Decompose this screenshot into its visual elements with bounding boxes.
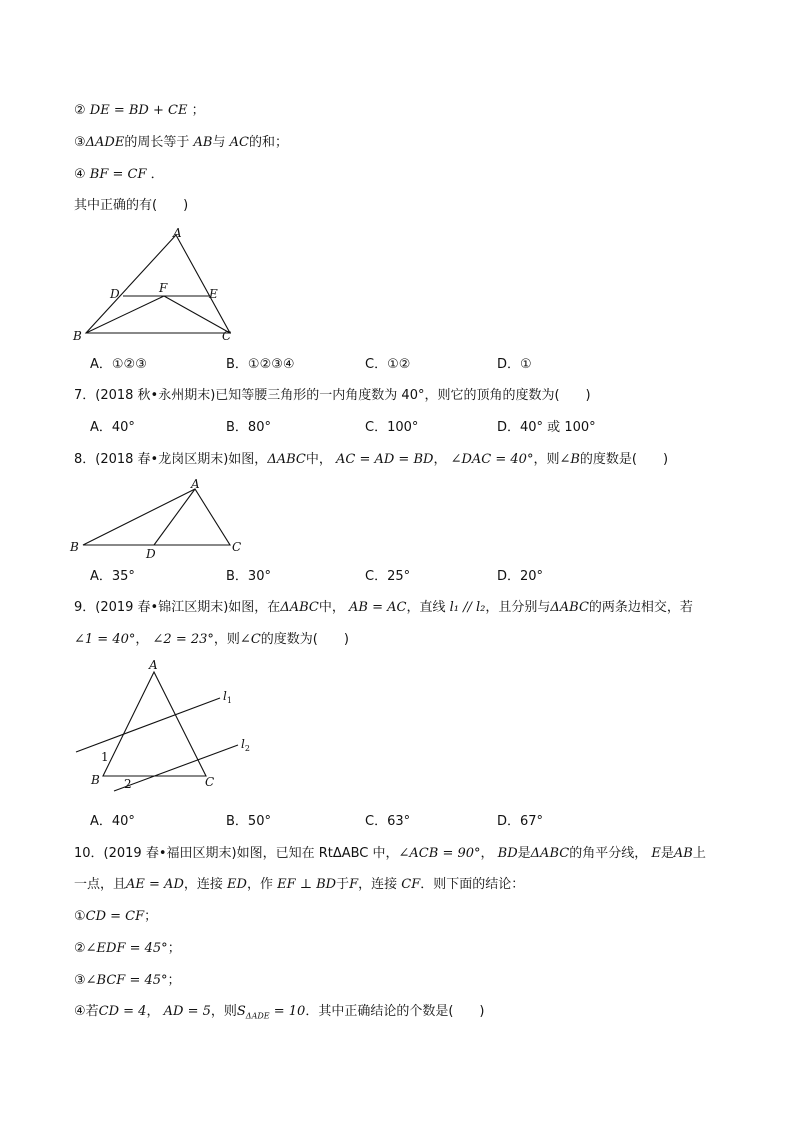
math-expression: AB = AC [349,600,407,615]
text: ； [167,973,181,988]
math-expression: ∠EDF = 45° [85,941,168,956]
math-expression: ΔABC [530,846,570,861]
text: 与 [212,135,226,150]
q8-option-b[interactable]: B．30° [226,569,271,584]
math-expression: = 10 [269,1004,306,1019]
math-expression: ∠BCF = 45° [85,973,168,988]
text: ．则下面的结论： [420,877,525,892]
text: ，则 [210,1004,237,1019]
math-expression: AC = AD = BD [336,452,434,467]
q6-question: 其中正确的有( ) [74,198,189,213]
statement-marker: ② [74,103,86,118]
math-expression: ∠ACB = 90° [398,846,481,861]
math-expression: EF ⊥ BD [277,877,337,892]
math-expression: ∠C [239,632,261,647]
q6-statement-3 [74,134,288,152]
text: 10．(2019 春•福田区期末)如图，已知在 RtΔABC 中， [74,846,399,861]
text: ，则 [213,632,240,647]
triangle-abc [83,489,230,545]
line-l2 [114,745,238,791]
label-b: B [91,773,100,787]
label-angle-2: 2 [124,777,132,791]
label-l1: $l_1$ [223,689,232,705]
text: ④若 [74,1004,99,1019]
label-a: A [149,658,158,672]
area-subscript: ΔADE [245,1011,270,1021]
q6-option-d[interactable]: D．① [497,357,532,372]
text: ； [144,909,158,924]
text: ，连接 [183,877,223,892]
text: ， [135,632,149,647]
text: 的和； [248,135,288,150]
math-expression: ED [227,877,247,892]
statement-marker: ③ [74,135,86,150]
q6-option-b[interactable]: B．①②③④ [226,357,295,372]
math-expression: AC [229,135,249,150]
q9-question-line-1 [74,599,693,617]
q7-option-d[interactable]: D．40° 或 100° [497,420,596,435]
math-expression: ΔABC [267,452,306,467]
segment-ad [154,489,195,545]
text: 中， [318,600,345,615]
label-b: B [73,329,82,343]
statement-marker: ③ [74,973,86,988]
text: 的度数是( ) [579,452,669,467]
text: 于 [336,877,350,892]
text: 的角平分线， [569,846,648,861]
triangle-abc [86,235,230,333]
q8-question [74,451,668,469]
q8-option-c[interactable]: C．25° [365,569,411,584]
math-expression: ∠1 = 40° [74,632,136,647]
text: 的两条边相交，若 [588,600,693,615]
line-l1 [76,698,220,752]
q9-option-c[interactable]: C．63° [365,814,411,829]
math-expression: ∠2 = 23° [152,632,214,647]
text: ，连接 [358,877,398,892]
q7-option-b[interactable]: B．80° [226,420,271,435]
text: 中， [305,452,332,467]
q9-question-line-2 [74,631,349,649]
q10-statement-4 [74,1003,484,1026]
text: ，作 [246,877,273,892]
statement-marker: ① [74,909,86,924]
area-expression [237,1004,305,1019]
label-b: B [70,540,79,554]
q8-option-d[interactable]: D．20° [497,569,544,584]
q7-option-c[interactable]: C．100° [365,420,419,435]
q9-option-a[interactable]: A．40° [90,814,135,829]
math-expression: E [651,846,661,861]
math-expression: AB [193,135,213,150]
math-expression: ΔABC [280,600,319,615]
math-expression: ∠B [559,452,580,467]
math-expression: BF = CF [89,167,147,182]
q7-question: 7．(2018 秋•永州期末)已知等腰三角形的一内角度数为 40°，则它的顶角的度数为( ) [74,388,591,403]
q7-option-a[interactable]: A．40° [90,420,135,435]
q6-option-a[interactable]: A．①②③ [90,357,147,372]
text: 的周长等于 [124,135,190,150]
text: ．其中正确结论的个数是( ) [305,1004,485,1019]
q9-option-b[interactable]: B．50° [226,814,271,829]
segments-bf-fc [86,296,230,333]
math-expression: CF [401,877,421,892]
label-c: C [232,540,242,554]
text: 一点，且 [74,877,127,892]
q10-statement-2 [74,940,181,958]
text: ； [167,941,181,956]
q6-figure [70,225,250,345]
statement-marker: ④ [74,167,86,182]
math-expression: AB [673,846,693,861]
q9-figure [70,655,270,795]
label-angle-1: 1 [101,750,109,764]
q6-statement-4 [74,166,164,184]
q8-option-a[interactable]: A．35° [90,569,135,584]
q10-question-line-1 [74,845,706,863]
math-expression: ΔADE [85,135,125,150]
text: ， [480,846,494,861]
text: 的度数为( ) [260,632,349,647]
text: 上 [692,846,706,861]
text: ，且分别与 [485,600,551,615]
text: ，直线 [406,600,446,615]
text: 是 [517,846,531,861]
label-e: E [209,287,218,301]
label-c: C [222,329,232,343]
text: 9．(2019 春•锦江区期末)如图，在 [74,600,281,615]
math-expression: l₁ // l₂ [449,600,486,615]
q8-figure [70,476,250,561]
math-expression: BD [497,846,518,861]
label-d: D [110,287,120,301]
label-d: D [146,547,156,561]
math-expression: CD = 4 [98,1004,147,1019]
triangle-abc [103,672,206,776]
math-expression: F [349,877,359,892]
q10-statement-1 [74,908,157,926]
q6-option-c[interactable]: C．①② [365,357,411,372]
label-f: F [159,281,168,295]
math-expression: ∠DAC = 40° [450,452,534,467]
text: ， [146,1004,160,1019]
label-l2: $l_2$ [241,737,250,753]
text: 8．(2018 春•龙岗区期末)如图， [74,452,268,467]
q9-option-d[interactable]: D．67° [497,814,544,829]
statement-marker: ② [74,941,86,956]
label-c: C [205,775,215,789]
math-expression: AD = 5 [163,1004,211,1019]
q6-statement-2 [74,102,205,120]
label-a: A [173,226,182,240]
math-expression: AE = AD [126,877,184,892]
math-expression: ΔABC [550,600,589,615]
q10-question-line-2 [74,876,524,894]
math-expression: DE = BD + CE [89,103,188,118]
text: ，则 [533,452,560,467]
label-a: A [191,477,200,491]
punctuation: ； [191,103,205,118]
punctuation: ． [150,167,164,182]
area-symbol: S [236,1004,246,1019]
text: 是 [660,846,674,861]
q10-statement-3 [74,972,181,990]
text: ， [433,452,447,467]
math-expression: CD = CF [85,909,145,924]
